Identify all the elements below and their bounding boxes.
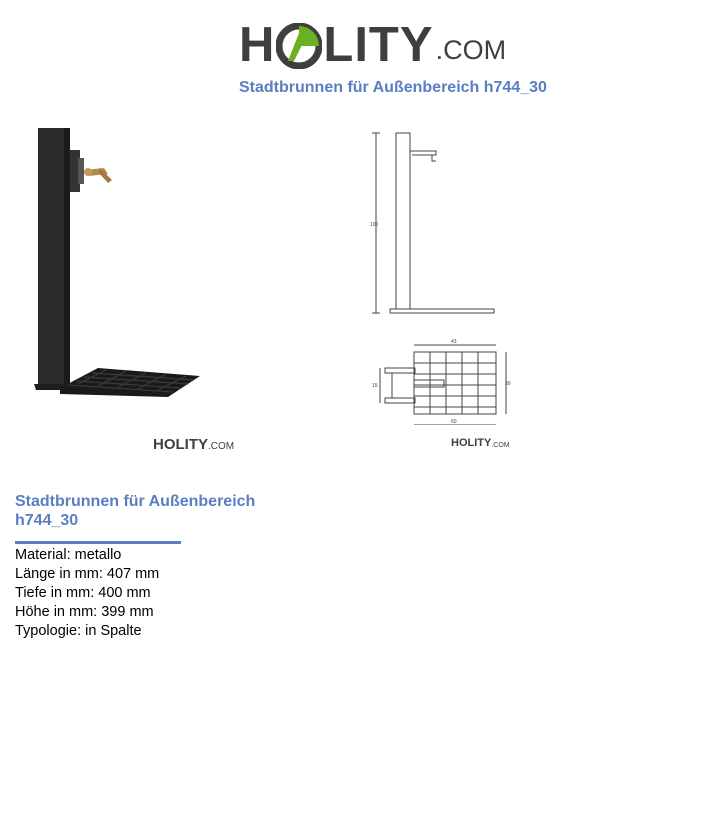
drawing-watermark-text: HOLITY [451,437,492,449]
spec-length: Länge in mm: 407 mm [15,566,160,582]
street-fountain-photo-icon [28,122,208,397]
spec-depth: Tiefe in mm: 400 mm [15,585,151,601]
spec-material: Material: metallo [15,547,122,563]
product-title: Stadtbrunnen für Außenbereich h744_30 [15,493,256,529]
logo-suffix: .COM [435,35,507,65]
drawing-watermark [451,438,510,449]
logo-letter-h: H [239,18,276,72]
page-title: Stadtbrunnen für Außenbereich h744_30 [239,79,547,96]
spec-typology: Typologie: in Spalte [15,623,142,639]
spec-list [15,546,159,641]
photo-watermark [153,437,234,452]
photo-watermark-suffix: .COM [208,440,235,452]
drawing-right-height-label: 30 [505,381,511,387]
technical-drawing-icon [362,125,512,425]
spec-height: Höhe in mm: 399 mm [15,604,154,620]
photo-watermark-text: HOLITY [153,436,208,453]
drawing-height-label: 100 [370,222,379,228]
drawing-depth-label: 60 [451,419,457,425]
drawing-left-height-label: 15 [372,383,378,389]
holity-logo[interactable] [239,10,506,70]
logo-wordmark [239,18,434,72]
title-divider [15,541,181,544]
drawing-watermark-suffix: .COM [491,441,510,449]
logo-o-icon [276,23,322,69]
drawing-width-top-label: 43 [451,339,457,345]
logo-letters-lity: LITY [323,18,434,72]
